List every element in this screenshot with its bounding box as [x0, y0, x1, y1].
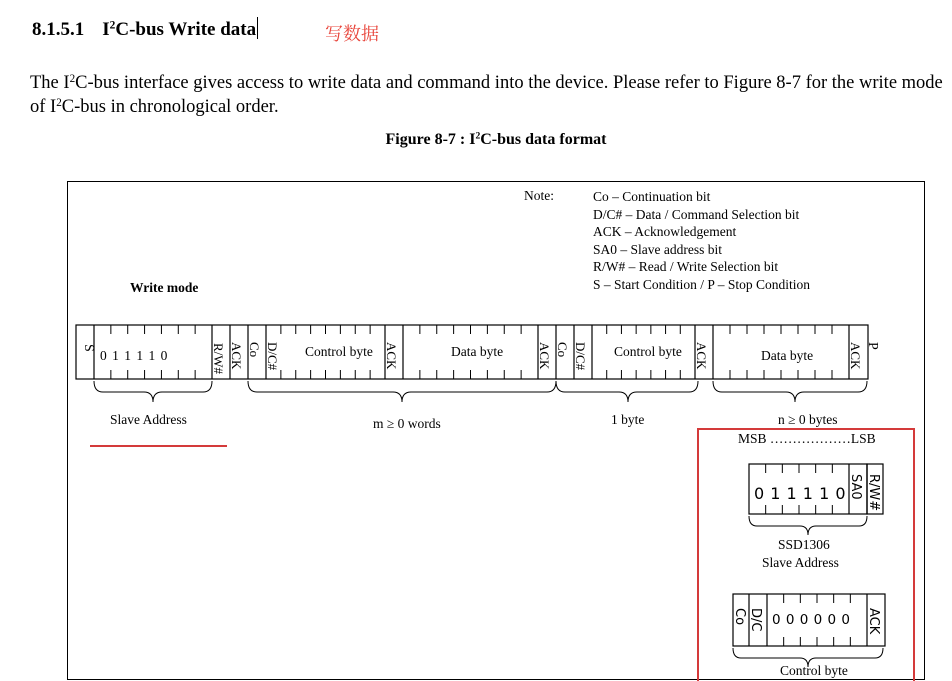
rw-bit: R/W#	[211, 343, 226, 375]
co-bit: Co	[247, 342, 262, 358]
para-sup2: 2	[56, 96, 62, 109]
detail-slave-address-label: Slave Address	[762, 555, 839, 570]
detail-slave-bits: 0 1 1 1 1 0	[754, 484, 847, 503]
para-part2: C-bus interface gives access to write data and command into the device. Please refer to Figure 8-7 for the write mode of I	[30, 73, 943, 117]
m-words-label: m ≥ 0 words	[373, 416, 441, 431]
detail-control-byte-label: Control byte	[780, 663, 848, 678]
data-byte-label: Data byte	[761, 348, 814, 363]
heading-sup: 2	[109, 19, 116, 32]
dc-bit: D/C#	[573, 342, 588, 371]
figcap-sup: 2	[475, 130, 481, 142]
chinese-annotation: 写数据	[325, 24, 379, 45]
note-line: R/W# – Read / Write Selection bit	[593, 259, 779, 275]
one-byte-label: 1 byte	[611, 412, 645, 427]
highlight-underline	[90, 445, 227, 447]
para-sup1: 2	[69, 72, 76, 85]
stop-bit: P	[865, 342, 880, 350]
figcap-rest: C-bus data format	[480, 131, 607, 148]
dc-bit: D/C#	[265, 342, 280, 371]
ack-bit: ACK	[537, 342, 552, 370]
ssd1306-label: SSD1306	[778, 537, 830, 552]
para-part1: The I	[30, 73, 70, 93]
para-part3: C-bus in chronological order.	[61, 97, 279, 117]
control-byte-label: Control byte	[305, 344, 373, 359]
msb-lsb-label: MSB ………………LSB	[738, 431, 876, 446]
section-number: 8.1.5.1	[32, 19, 85, 40]
note-line: Co – Continuation bit	[593, 189, 711, 204]
ack-bit: ACK	[848, 342, 863, 370]
start-bit: S	[81, 344, 96, 352]
note-line: D/C# – Data / Command Selection bit	[593, 206, 800, 222]
ack-bit: ACK	[384, 342, 399, 370]
detail-co-bit: Co	[732, 608, 747, 626]
detail-ack-bit: ACK	[866, 608, 881, 635]
address-bits: 0 1 1 1 1 0	[100, 348, 169, 363]
control-bits: 0 0 0 0 0 0	[772, 612, 851, 628]
data-byte-label: Data byte	[451, 344, 504, 359]
figcap-prefix: Figure 8-7 : I	[385, 131, 476, 148]
note-line: S – Start Condition / P – Stop Condition	[593, 276, 811, 292]
heading-text: C-bus Write data	[115, 19, 257, 40]
detail-rw-bit: R/W#	[866, 474, 881, 512]
write-mode-label: Write mode	[130, 280, 199, 295]
highlight-box	[697, 428, 915, 681]
ack-bit: ACK	[694, 342, 709, 370]
n-bytes-label: n ≥ 0 bytes	[778, 412, 838, 427]
braces	[94, 381, 867, 402]
ack-bit: ACK	[229, 342, 244, 370]
sa0-bit: SA0	[848, 474, 863, 500]
heading-i: I	[102, 19, 110, 40]
note-line: ACK – Acknowledgement	[593, 224, 737, 240]
note-line: SA0 – Slave address bit	[593, 241, 722, 257]
control-byte-label: Control byte	[614, 344, 682, 359]
note-label: Note:	[524, 188, 554, 203]
detail-dc-bit: D/C	[748, 608, 763, 632]
slave-address-label: Slave Address	[110, 412, 187, 427]
co-bit: Co	[555, 342, 570, 358]
